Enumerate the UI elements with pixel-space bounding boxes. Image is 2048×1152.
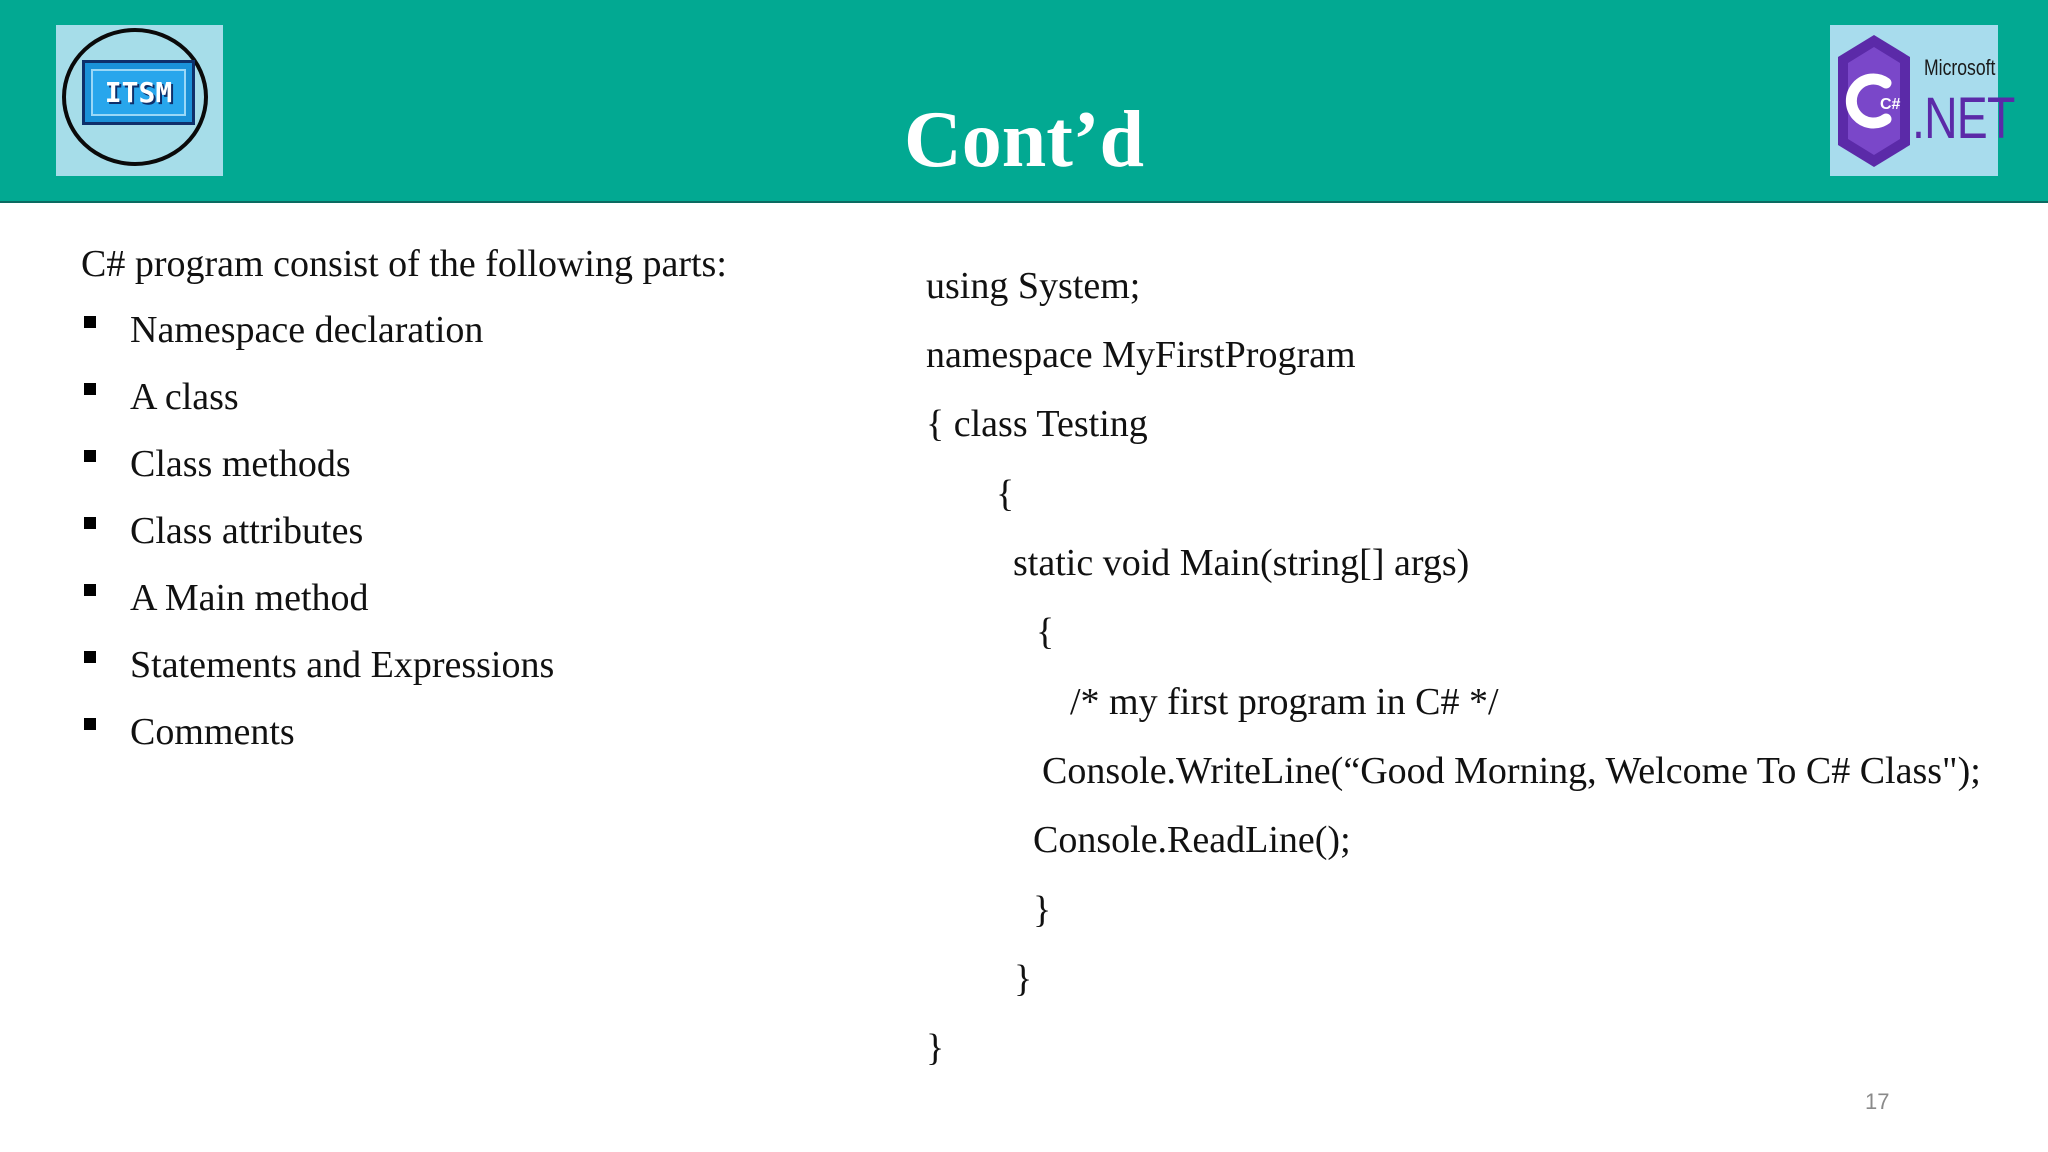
code-line: } xyxy=(926,1027,945,1069)
code-line: { class Testing xyxy=(926,403,1148,445)
code-line: } xyxy=(1033,889,1052,931)
slide-title: Cont’d xyxy=(903,96,1145,184)
code-line: using System; xyxy=(926,265,1141,307)
square-bullet-icon xyxy=(84,584,96,596)
square-bullet-icon xyxy=(84,450,96,462)
csharp-logo-icon xyxy=(1834,33,1914,169)
logo-text: ITSM xyxy=(104,76,173,109)
code-line: namespace MyFirstProgram xyxy=(926,334,1356,376)
square-bullet-icon xyxy=(84,517,96,529)
intro-text: C# program consist of the following parts: xyxy=(81,243,727,285)
code-line: } xyxy=(1014,958,1033,1000)
square-bullet-icon xyxy=(84,316,96,328)
square-bullet-icon xyxy=(84,718,96,730)
square-bullet-icon xyxy=(84,383,96,395)
dotnet-text: .NET xyxy=(1912,86,2015,151)
dotnet-logo xyxy=(1830,25,2015,176)
code-line: static void Main(string[] args) xyxy=(1013,542,1470,584)
code-line: { xyxy=(996,473,1015,515)
code-line: /* my first program in C# */ xyxy=(1070,681,1499,723)
square-bullet-icon xyxy=(84,651,96,663)
slide-header xyxy=(0,0,2048,203)
code-line: Console.WriteLine(“Good Morning, Welcome To C# Class"); xyxy=(1042,750,1981,792)
page-number: 17 xyxy=(1865,1089,1890,1114)
code-line: { xyxy=(1036,611,1055,653)
csharp-badge-text: C# xyxy=(1880,96,1901,113)
code-line: Console.ReadLine(); xyxy=(1033,819,1351,861)
microsoft-text: Microsoft xyxy=(1924,55,1996,80)
